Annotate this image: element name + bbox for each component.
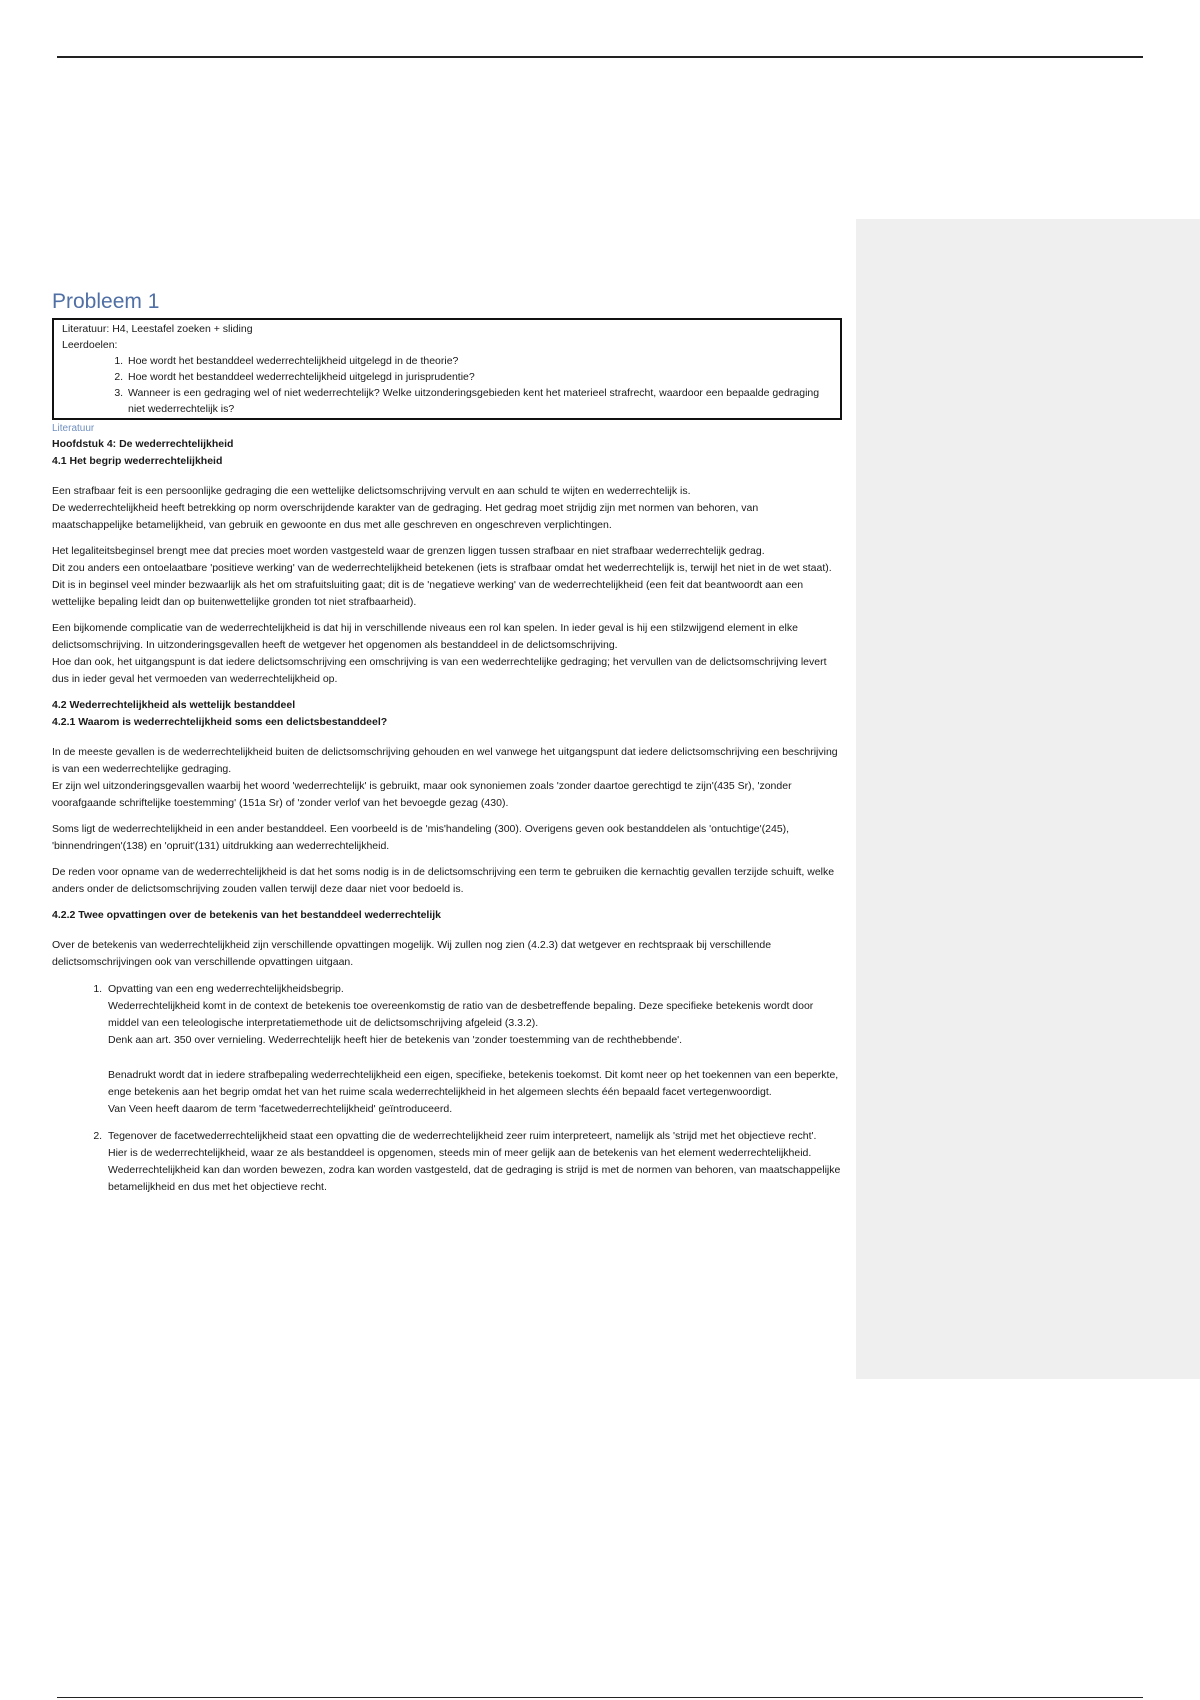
section-heading-4-2: 4.2 Wederrechtelijkheid als wettelijk bestanddeel xyxy=(52,699,296,711)
paragraph: De reden voor opname van de wederrechtelijkheid is dat het soms nodig is in de delictsomschrijving een term te gebruiken die kernachtig gevallen terzijde schuift, welke anders onder de delictsomschrijving zouden vallen terwijl deze daar niet voor bedoeld is. xyxy=(52,866,835,895)
paragraph-line: Dit zou anders een ontoelaatbare 'positieve werking' van de wederrechtelijkheid betekenen (iets is strafbaar omdat het wederrechtelijk is, terwijl het niet in de wet staat). xyxy=(52,562,832,574)
learning-goal: 2. Hoe wordt het bestanddeel wederrechtelijkheid uitgelegd in jurisprudentie? xyxy=(126,369,822,385)
paragraph-line: De wederrechtelijkheid heeft betrekking op norm overschrijdende karakter van de gedraging. Het gedrag moet strijdig zijn met normen van behoren, van maatschappelijke betamelijkheid, van gebruik en gewoonte en dus met alle geschreven en ongeschreven verplichtingen. xyxy=(52,502,759,531)
list-item-line: Wederrechtelijkheid kan dan worden bewezen, zodra kan worden vastgesteld, dat de gedraging is strijd is met de normen van behoren, van maatschappelijke betamelijkheid en dus met het objectieve recht. xyxy=(108,1164,841,1193)
list-item-sub xyxy=(108,1067,842,1118)
section-heading-4-2-2: 4.2.2 Twee opvattingen over de betekenis van het bestanddeel wederrechtelijk xyxy=(52,909,442,921)
list-item-line: Tegenover de facetwederrechtelijkheid staat een opvatting die de wederrechtelijkheid zeer ruim interpreteert, namelijk als 'strijd met het objectieve recht'. xyxy=(108,1130,817,1142)
paragraph xyxy=(52,483,842,534)
paragraph-line: Een bijkomende complicatie van de wederrechtelijkheid is dat hij in verschillende niveaus een rol kan spelen. In ieder geval is hij een stilzwijgend element in elke delictsomschrijving. In uitzonderingsgevallen heeft de wetgever het opgenomen als bestanddeel in de delictsomschrijving. xyxy=(52,622,798,651)
paragraph-line: In de meeste gevallen is de wederrechtelijkheid buiten de delictsomschrijving gehouden en wel vanwege het uitgangspunt dat iedere delictsomschrijving een beschrijving is van een wederrechtelijke gedraging. xyxy=(52,746,838,775)
paragraph-line: Het legaliteitsbeginsel brengt mee dat precies moet worden vastgesteld waar de grenzen liggen tussen strafbaar en niet strafbaar wederrechtelijk gedrag. xyxy=(52,545,765,557)
opvattingen-list xyxy=(52,981,842,1196)
paragraph xyxy=(52,543,842,611)
paragraph: Over de betekenis van wederrechtelijkheid zijn verschillende opvattingen mogelijk. Wij zullen nog zien (4.2.3) dat wetgever en rechtspraak bij verschillende delictsomschrijvingen ook van verschillende opvattingen uitgaan. xyxy=(52,939,772,968)
footer-rule xyxy=(57,1697,1143,1698)
document-body xyxy=(52,289,842,1206)
section-heading-4-1: 4.1 Het begrip wederrechtelijkheid xyxy=(52,455,223,467)
chapter-heading: Hoofdstuk 4: De wederrechtelijkheid xyxy=(52,438,234,450)
paragraph: Soms ligt de wederrechtelijkheid in een ander bestanddeel. Een voorbeeld is de 'mis'handeling (300). Overigens geven ook bestanddelen als 'ontuchtige'(245), 'binnendringen'(138) en 'opruit'(131) uitdrukking aan wederrechtelijkheid. xyxy=(52,823,790,852)
list-item-line: Van Veen heeft daarom de term 'facetwederrechtelijkheid' geïntroduceerd. xyxy=(108,1103,453,1115)
literature-line: Literatuur: H4, Leestafel zoeken + sliding xyxy=(62,323,253,335)
list-item-line: Hier is de wederrechtelijkheid, waar ze als bestanddeel is opgenomen, steeds min of meer gelijk aan de betekenis van het element wederrechtelijkheid. xyxy=(108,1147,812,1159)
learning-goal: 3. Wanneer is een gedraging wel of niet wederrechtelijk? Welke uitzonderingsgebieden kent het materieel strafrecht, waardoor een bepaalde gedraging niet wederrechtelijk is? xyxy=(126,385,822,417)
list-item xyxy=(105,1128,842,1196)
list-item xyxy=(105,981,842,1118)
paragraph xyxy=(52,744,842,812)
learning-goals-label: Leerdoelen: xyxy=(62,339,118,351)
page-title: Probleem 1 xyxy=(52,290,160,313)
learning-goals-list xyxy=(62,353,822,417)
literature-label: Literatuur xyxy=(52,423,95,434)
paragraph-line: Een strafbaar feit is een persoonlijke gedraging die een wettelijke delictsomschrijving vervult en aan schuld te wijten en wederrechtelijk is. xyxy=(52,485,691,497)
paragraph-line: Hoe dan ook, het uitgangspunt is dat iedere delictsomschrijving een omschrijving is van een wederrechtelijke gedraging; het vervullen van de delictsomschrijving levert dus in ieder geval het vermoeden van wederrechtelijkheid op. xyxy=(52,656,827,685)
header-rule xyxy=(57,56,1143,58)
list-item-line: Benadrukt wordt dat in iedere strafbepaling wederrechtelijkheid een eigen, specifieke, betekenis toekomst. Dit komt neer op het toekennen van een beperkte, enge betekenis aan het begrip omdat het van het ruime scala wederrechtelijkheid in het algemeen slechts één bepaald facet vertegenwoordigt. xyxy=(108,1069,839,1098)
section-heading-4-2-1: 4.2.1 Waarom is wederrechtelijkheid soms een delictsbestanddeel? xyxy=(52,716,388,728)
list-item-line: Denk aan art. 350 over vernieling. Wederrechtelijk heeft hier de betekenis van 'zonder toestemming van de rechthebbende'. xyxy=(108,1034,683,1046)
list-item-line: Opvatting van een eng wederrechtelijkheidsbegrip. xyxy=(108,983,344,995)
paragraph xyxy=(52,620,842,688)
list-item-line: Wederrechtelijkheid komt in de context de betekenis toe overeenkomstig de ratio van de desbetreffende bepaling. Deze specifieke betekenis wordt door middel van een teleologische interpretatiemethode uit de delictsomschrijving afgeleid (3.3.2). xyxy=(108,1000,814,1029)
learning-goal: 1. Hoe wordt het bestanddeel wederrechtelijkheid uitgelegd in de theorie? xyxy=(126,353,822,369)
comment-pane xyxy=(856,219,1200,1379)
paragraph-line: Dit is in beginsel veel minder bezwaarlijk als het om strafuitsluiting gaat; dit is de 'negatieve werking' van de wederrechtelijkheid (een feit dat beantwoordt aan een wettelijke bepaling leidt dan op buitenwettelijke gronden tot niet strafbaarheid). xyxy=(52,579,804,608)
paragraph-line: Er zijn wel uitzonderingsgevallen waarbij het woord 'wederrechtelijk' is gebruikt, maar ook synoniemen zoals 'zonder daartoe gerechtigd te zijn'(435 Sr), 'zonder voorafgaande schriftelijke toestemming' (151a Sr) of 'zonder verlof van het bevoegde gezag (430). xyxy=(52,780,792,809)
learning-goals-box xyxy=(52,318,842,420)
